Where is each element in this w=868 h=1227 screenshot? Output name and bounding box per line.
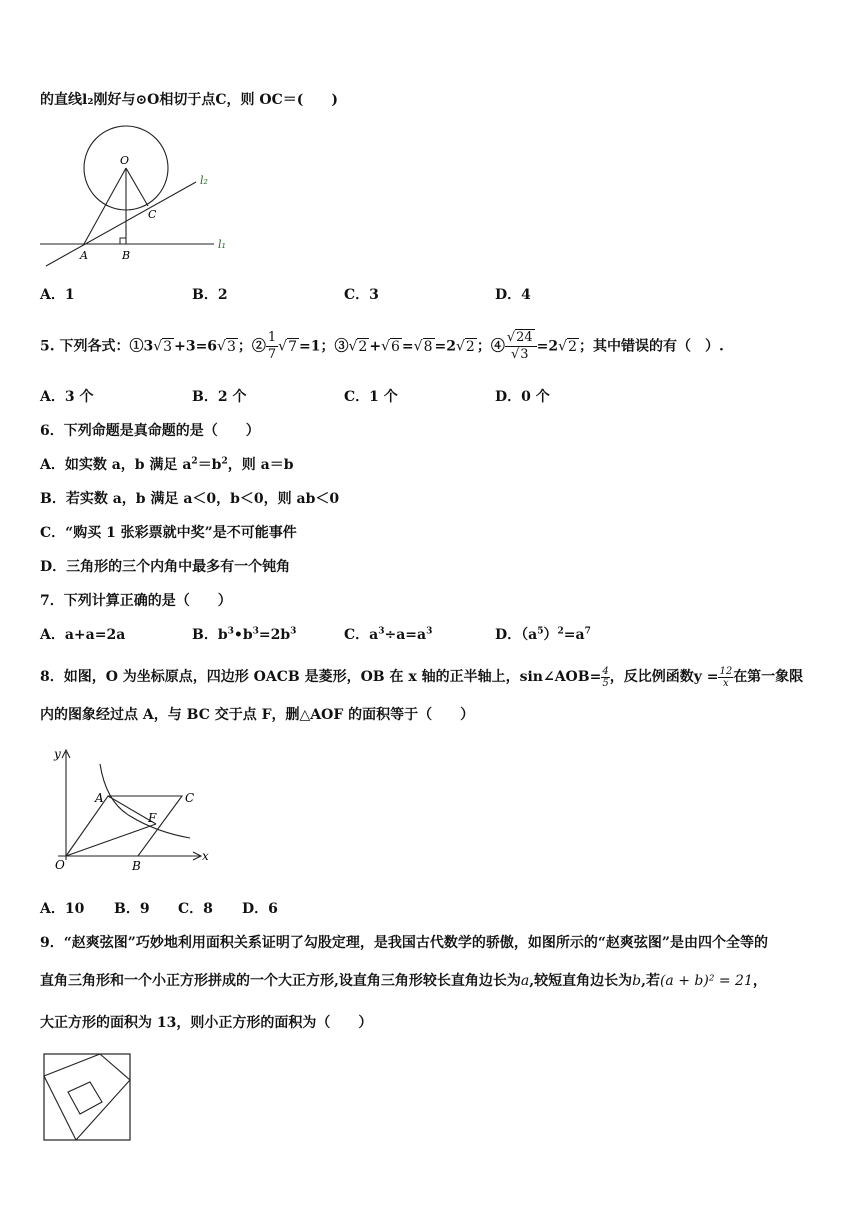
q5-e2-num: 1 [267,330,277,345]
q7-d-pre: D．（a [495,627,538,643]
q8-option-b: B．9 [114,901,150,917]
q7-option-d [495,626,591,644]
q5-e2-rad: 7 [288,338,298,355]
q9-line2-post: ， [752,973,767,989]
q4-option-c: C．3 [344,287,379,303]
q8-sin-den: 5 [602,677,609,689]
triangle-edge-2 [76,1080,130,1140]
q5-option-d: D．0 个 [495,389,550,405]
q5-e3-rad2: 6 [391,338,400,355]
q6-option-b: B．若实数 a，b 满足 a＜0，b＜0，则 ab＜0 [40,491,340,507]
q9-line3: 大正方形的面积为 13，则小正方形的面积为（ ） [40,1015,373,1031]
q5-e3-eq: = [401,338,414,355]
label-f: F [148,811,157,825]
label-y: y [54,747,61,761]
q6-option-a [40,456,293,474]
q5-e1-prefix: ①3 [129,338,154,355]
triangle-edge-3 [44,1076,76,1140]
q5-lead: 5. 下列各式： [40,338,130,355]
q5-option-a: A．3 个 [40,389,94,405]
q5-tail: ；其中错误的有（ ）. [579,338,724,355]
q9-line2-pre: 直角三角形和一个小正方形拼成的一个大正方形,设直角三角形较长直角边长为 [40,973,521,989]
q5-stem: 5. 下列各式：①3√3 +3=6√3 ；② $\frac{1}{7}$ √7 =1；③√2 +√6 =√8 =2√2 ；④ $\frac{√24}{√3}$ =2√2 ；其中错误的有（ ）. [40,330,724,362]
q8-sin-fraction [601,666,609,689]
q9-line2 [40,972,767,990]
q5-option-b: B．2 个 [192,389,247,405]
q8-option-c: C．8 [178,901,213,917]
segment-oc [126,168,148,206]
q5-e2-tail: =1；③ [299,338,349,355]
segment-of [66,824,156,856]
q8-sin-num: 4 [602,665,609,677]
q6-option-c: C．“购买 1 张彩票就中奖”是不可能事件 [40,525,297,541]
label-b: B [132,859,141,873]
q5-option-c: C．1 个 [344,389,398,405]
label-x: x [202,849,209,863]
q7-d-sup5: 5 [537,626,544,637]
triangle-edge-1 [44,1054,100,1076]
q5-e4-rad: 2 [568,338,577,355]
q5-sep3: ；④ [476,338,505,355]
q7-b-pre: B．b [192,627,228,643]
q6-stem: 6．下列命题是真命题的是（ ） [40,423,260,439]
q8-option-a: A．10 [40,901,85,917]
q7-d-sup7: 7 [584,626,591,637]
line-l2 [46,182,196,266]
small-square [68,1082,102,1114]
q8-line1-post: 在第一象限 [733,669,804,685]
q9-var-a: a [520,973,530,989]
q9-line2-mid: ,较短直角边长为 [529,973,633,989]
q7-d-post: =a [563,627,585,643]
q6-a-post: ，则 a＝b [227,457,294,473]
q6-option-d: D．三角形的三个内角中最多有一个钝角 [40,559,291,575]
q7-b-sup3: 3 [290,626,297,637]
q8-line1-pre: 8．如图，O 为坐标原点，四边形 OACB 是菱形，OB 在 x 轴的正半轴上，sin∠AOB= [40,669,602,685]
q5-e1-rad2: 3 [226,338,236,355]
label-l2: l₂ [200,174,208,187]
q5-e4-fraction: $\frac{√24}{√3}$ [505,330,537,363]
q8-func-fraction [718,666,733,689]
hyperbola-curve [100,764,190,838]
q4-option-d: D．4 [495,287,531,303]
q4-option-b: B．2 [192,287,228,303]
label-o: O [55,858,65,872]
q9-formula: (a + b)² = 21 [659,973,753,989]
q4-stem-tail: 的直线l₂刚好与⊙O相切于点C，则 OC＝( ) [40,92,338,108]
q8-func-num: 12 [719,665,733,677]
q4-figure [36,120,236,272]
q8-line1 [40,664,803,690]
q8-func-den: x [723,677,729,689]
q4-option-a: A．1 [40,287,75,303]
q7-b-sup1: 3 [227,626,234,637]
q6-a-sup2: 2 [221,456,228,467]
q5-e4-mid: =2 [536,338,559,355]
q7-option-a: A．a+a=2a [40,627,126,643]
q8-figure [40,742,215,877]
q7-c-sup2: 3 [426,626,433,637]
q7-d-mid: ） [543,627,558,643]
q7-b-sup2: 3 [252,626,259,637]
q5-sep1: ；② [237,338,266,355]
q5-e2-den: 7 [267,347,277,362]
q7-b-post: =2b [258,627,291,643]
right-angle-mark [120,238,126,244]
label-c: C [185,791,195,805]
q7-b-mid: •b [233,627,253,643]
q9-line1: 9．“赵爽弦图”巧妙地利用面积关系证明了勾股定理，是我国古代数学的骄傲，如图所示的“赵爽弦图”是由四个全等的 [40,935,768,951]
q7-d-sup2: 2 [557,626,564,637]
q5-e4-num: 24 [516,330,533,345]
q7-c-pre: C．a [344,627,379,643]
q5-e3-plus: + [369,338,382,355]
label-o: O [120,154,130,167]
q9-line2-mid2: ,若 [641,973,660,989]
q7-c-mid: ÷a=a [384,627,427,643]
q8-line2: 内的图象经过点 A，与 BC 交于点 F，删△AOF 的面积等于（ ） [40,707,475,723]
label-a: A [95,791,104,805]
q5-e4-den: 3 [520,347,529,362]
q6-a-mid: ＝b [197,457,222,473]
label-b: B [122,249,131,262]
q7-option-b [192,626,296,644]
q7-c-sup1: 3 [378,626,385,637]
q7-option-c [344,626,432,644]
q5-e2-fraction [266,330,278,363]
q6-a-sup1: 2 [191,456,198,467]
q7-stem: 7．下列计算正确的是（ ） [40,593,232,609]
label-a: A [80,249,88,262]
q6-a-pre: A．如实数 a，b 满足 a [40,457,192,473]
label-l1: l₁ [218,238,226,251]
q5-e3-rad4: 2 [465,338,475,355]
q5-e1-rad1: 3 [163,338,173,355]
q5-e1-mid: +3=6 [174,338,218,355]
q8-option-d: D．6 [242,901,278,917]
label-c: C [148,208,157,221]
q9-zhaoshuang-figure [42,1052,134,1142]
q5-e3-rad3: 8 [423,338,433,355]
triangle-edge-4 [100,1054,130,1080]
q5-e3-mid: =2 [434,338,456,355]
q8-line1-mid: ，反比例函数y = [609,669,719,685]
q9-var-b: b [632,973,642,989]
q5-e3-rad1: 2 [358,338,368,355]
